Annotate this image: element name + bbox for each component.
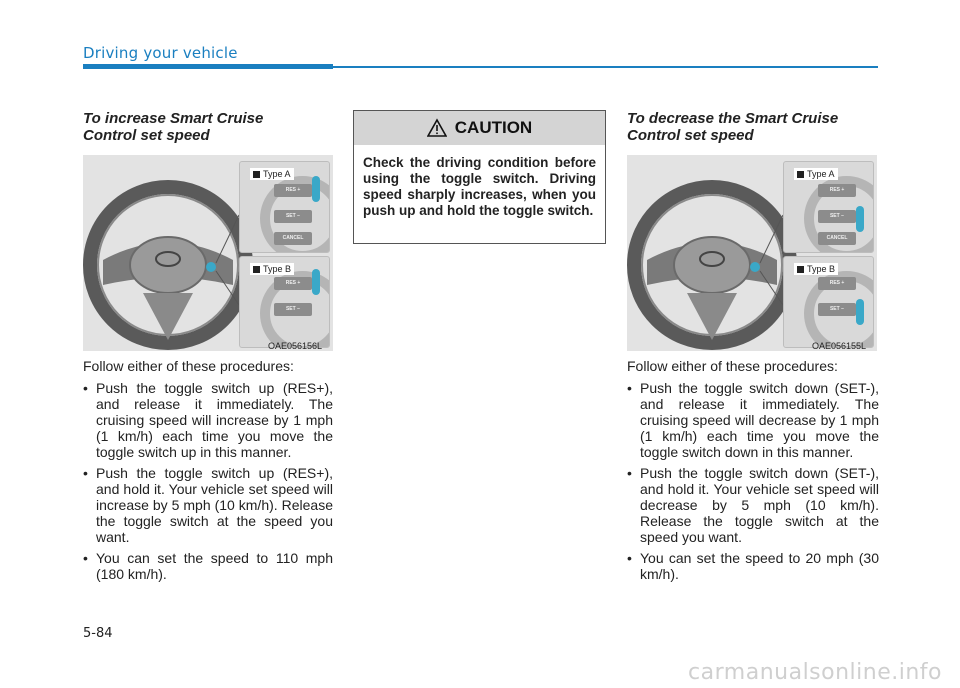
increase-speed-heading (83, 110, 263, 144)
list-item: • You can set the speed to 20 mph (30 km/h). (627, 550, 879, 582)
type-a-label: Type A (250, 168, 294, 180)
square-bullet-icon (797, 171, 804, 178)
res-plus-button-a: RES + (274, 184, 312, 197)
caution-box (353, 110, 606, 244)
increase-intro: Follow either of these procedures: (83, 358, 294, 374)
list-item: • Push the toggle switch down (SET-), and hold it. Your vehicle set speed will decrease by 5 mph (10 km/h). Release the toggle switch at the speed you want. (627, 465, 879, 545)
square-bullet-icon (253, 266, 260, 273)
caution-header (354, 111, 605, 145)
toggle-switch-up-highlight-a (312, 176, 320, 202)
steering-wheel-figure-increase (83, 155, 333, 351)
square-bullet-icon (253, 171, 260, 178)
page-number: 5-84 (83, 626, 113, 641)
increase-heading-line2: Control set speed (83, 127, 210, 144)
type-b-label: Type B (794, 263, 838, 275)
list-item: • Push the toggle switch up (RES+), and release it immediately. The cruising speed will increase by 1 mph (1 km/h) each time you move the toggle switch up in this manner. (83, 380, 333, 460)
increase-heading-line1: To increase Smart Cruise (83, 110, 264, 127)
decrease-speed-heading (627, 110, 838, 144)
cancel-button-a: CANCEL (274, 232, 312, 245)
type-a-label: Type A (794, 168, 838, 180)
watermark: carmanualsonline.info (688, 660, 942, 685)
warning-triangle-icon (427, 118, 447, 138)
section-header-title: Driving your vehicle (83, 44, 238, 62)
set-minus-button-a: SET − (274, 210, 312, 223)
set-minus-button-b: SET − (818, 303, 856, 316)
res-plus-button-a: RES + (818, 184, 856, 197)
type-b-inset (783, 256, 874, 348)
caution-body-text: Check the driving condition before using the toggle switch. Driving speed sharply increases, when you push up and hold the toggle switch. (363, 155, 596, 218)
type-a-inset (239, 161, 330, 253)
square-bullet-icon (797, 266, 804, 273)
decrease-procedure-list (627, 380, 879, 587)
caution-title: CAUTION (454, 118, 533, 137)
type-b-label: Type B (250, 263, 294, 275)
type-a-inset (783, 161, 874, 253)
list-item: • Push the toggle switch up (RES+), and hold it. Your vehicle set speed will increase by 5 mph (10 km/h). Release the toggle switch at the speed you want. (83, 465, 333, 545)
steering-wheel-figure-decrease (627, 155, 877, 351)
header-rule-thin (333, 66, 878, 68)
decrease-heading-line2: Control set speed (627, 127, 754, 144)
toggle-switch-down-highlight-a (856, 206, 864, 232)
list-item: • You can set the speed to 110 mph (180 km/h). (83, 550, 333, 582)
toggle-switch-down-highlight-b (856, 299, 864, 325)
list-item: • Push the toggle switch down (SET-), and release it immediately. The cruising speed will decrease by 1 mph (1 km/h) each time you move the toggle switch down in this manner. (627, 380, 879, 460)
figure-code-increase: OAE056156L (268, 341, 323, 351)
header-rule-thick (83, 64, 333, 69)
set-minus-button-b: SET − (274, 303, 312, 316)
type-b-inset (239, 256, 330, 348)
set-minus-button-a: SET − (818, 210, 856, 223)
res-plus-button-b: RES + (274, 277, 312, 290)
res-plus-button-b: RES + (818, 277, 856, 290)
figure-code-decrease: OAE056155L (812, 341, 867, 351)
cancel-button-a: CANCEL (818, 232, 856, 245)
increase-procedure-list (83, 380, 333, 587)
toggle-switch-up-highlight-b (312, 269, 320, 295)
decrease-intro: Follow either of these procedures: (627, 358, 838, 374)
decrease-heading-line1: To decrease the Smart Cruise (627, 110, 839, 127)
